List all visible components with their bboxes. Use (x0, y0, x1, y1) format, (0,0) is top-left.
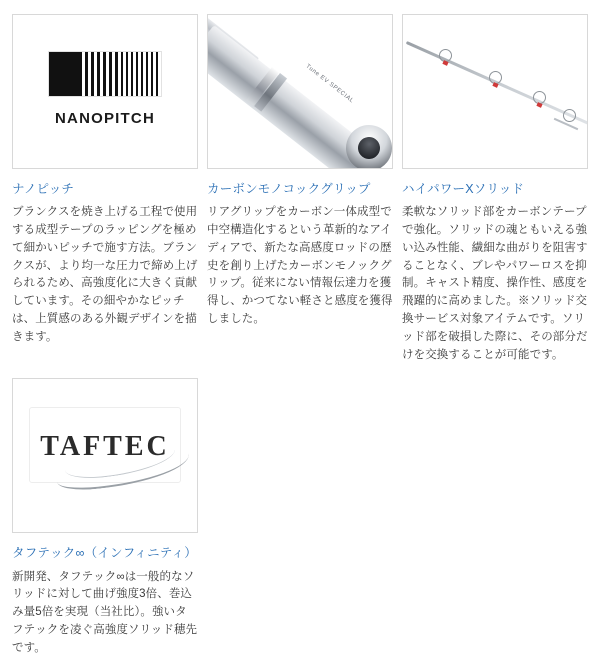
hipower-x-thumbnail[interactable] (402, 14, 588, 169)
feature-title-taftec: タフテック∞（インフィニティ） (12, 546, 197, 561)
feature-body-hipower-x: 柔軟なソリッド部をカーボンテープで強化。ソリッドの魂ともいえる強い込み性能、繊細な曲がりを阻害することなく、ブレやパワーロスを抑制。キャスト精度、操作性、感度を飛躍的に高めました。※ソリッド交換サービス対象アイテムです。ソリッド部を破損した際に、その部分だけを交換することが可能です。 (402, 206, 588, 361)
feature-title-carbon-grip: カーボンモノコックグリップ (207, 182, 371, 196)
feature-grid (12, 14, 588, 658)
feature-cell-nanopitch (12, 14, 198, 364)
nanopitch-logo-icon (48, 51, 162, 97)
feature-cell-hipower-x (402, 14, 588, 364)
feature-body-taftec: 新開発、タフテック∞は一般的なソリッドに対して曲げ強度3倍、巻込み量5倍を実現（当社比）。強いタフテックを凌ぐ高強度ソリッド穂先です。 (12, 570, 198, 654)
row-divider (12, 364, 588, 378)
feature-cell-carbon-grip (207, 14, 393, 364)
taftec-logo-label: TAFTEC (40, 431, 170, 463)
feature-body-carbon-grip: リアグリップをカーボン一体成型で中空構造化するという革新的なアイディアで、新たな高感度ロッドの歴史を創り上げたカーボンモノックグリップ。従来にない情報伝達力を獲得し、かつてない軽さと感度を獲得しました。 (207, 206, 393, 325)
taftec-thumbnail[interactable] (12, 378, 198, 533)
rod-tip-photo-icon (403, 15, 587, 168)
feature-title-hipower-x: ハイパワーXソリッド (402, 182, 525, 196)
grip-caption: Tune EV SPECIAL (304, 63, 355, 105)
feature-cell-taftec (12, 378, 198, 657)
nanopitch-logo-label: NANOPITCH (55, 110, 155, 127)
feature-body-nanopitch: ブランクスを焼き上げる工程で使用する成型テープのラッピングを極めて細かいピッチで施す方法。ブランクスが、より均一な圧力で締め上げられるため、高強度化に大きく貢献しています。その細やかなピッチは、上質感のある外観デザインを描きます。 (12, 206, 198, 343)
carbon-grip-photo-icon (208, 15, 392, 168)
nanopitch-thumbnail[interactable] (12, 14, 198, 169)
carbon-grip-thumbnail[interactable] (207, 14, 393, 169)
feature-title-nanopitch: ナノピッチ (12, 182, 75, 196)
